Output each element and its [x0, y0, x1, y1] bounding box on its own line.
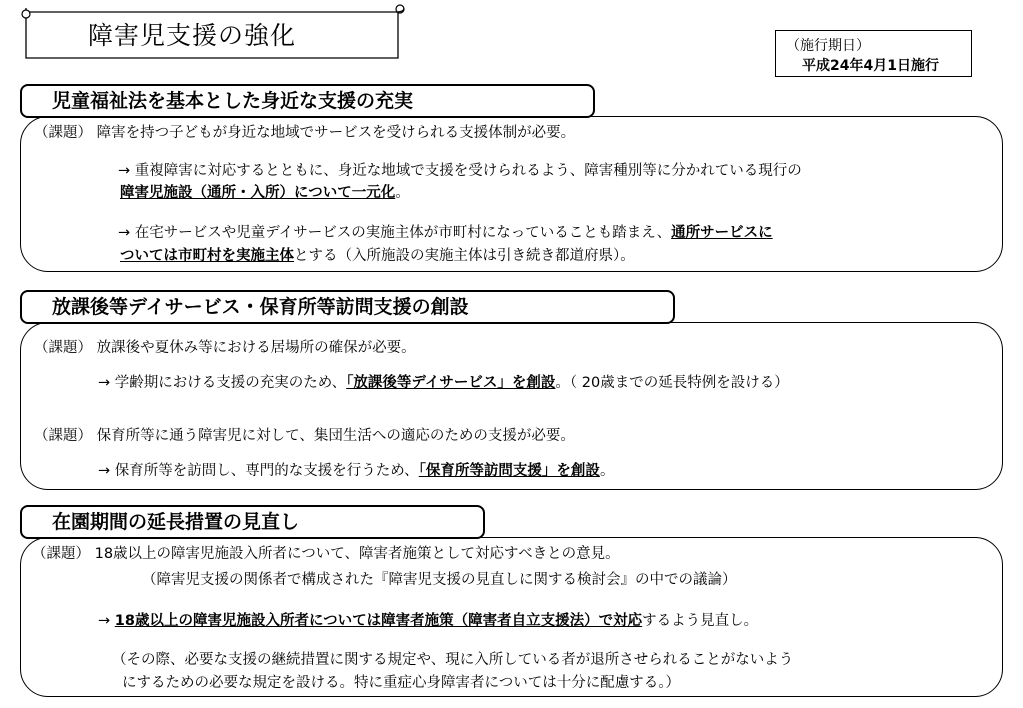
section-title-stay-extension-review: 在園期間の延長措置の見直し	[20, 505, 485, 539]
note-text-continued: にするための必要な規定を設ける。特に重症心身障害者については十分に配慮する。）	[122, 675, 680, 691]
emphasis-text: 「放課後等デイサービス」を創設	[346, 375, 556, 391]
section-title-after-school-services: 放課後等デイサービス・保育所等訪問支援の創設	[20, 290, 675, 324]
page-title-banner	[18, 4, 406, 56]
issue-text: （課題） 保育所等に通う障害児に対して、集団生活への適応のための支援が必要。	[34, 428, 575, 444]
point-text: → 在宅サービスや児童デイサービスの実施主体が市町村になっていることも踏まえ、通所サービスに	[118, 225, 773, 241]
page-title: 障害児支援の強化	[88, 21, 297, 50]
emphasis-text: 18歳以上の障害児施設入所者については障害者施策（障害者自立支援法）で対応	[114, 613, 643, 629]
emphasis-text: 「保育所等訪問支援」を創設	[418, 463, 600, 479]
point-text: → 保育所等を訪問し、専門的な支援を行うため、「保育所等訪問支援」を創設。	[98, 463, 615, 479]
issue-text: （課題） 放課後や夏休み等における居場所の確保が必要。	[34, 340, 416, 356]
point-text-continued: 障害児施設（通所・入所）について一元化。	[120, 185, 410, 201]
issue-text: （課題） 18歳以上の障害児施設入所者について、障害者施策として対応すべきとの意見。	[32, 546, 620, 562]
emphasis-text: 障害児施設（通所・入所）について一元化	[120, 185, 396, 201]
section-title-community-support: 児童福祉法を基本とした身近な支援の充実	[20, 84, 595, 118]
emphasis-text: ついては市町村を実施主体	[120, 248, 294, 264]
effective-date-value: 平成24年4月1日施行	[802, 58, 939, 74]
issue-text-continued: （障害児支援の関係者で構成された『障害児支援の見直しに関する検討会』の中での議論）	[142, 572, 737, 588]
emphasis-text: 通所サービスに	[671, 225, 773, 241]
point-text: → 18歳以上の障害児施設入所者については障害者施策（障害者自立支援法）で対応するよう見直し。	[98, 613, 759, 629]
note-text: （その際、必要な支援の継続措置に関する規定や、現に入所している者が退所させられることがないよう	[112, 652, 794, 668]
point-text: → 重複障害に対応するとともに、身近な地域で支援を受けられるよう、障害種別等に分かれている現行の	[118, 163, 802, 179]
point-text: → 学齢期における支援の充実のため、「放課後等デイサービス」を創設。（ 20歳までの延長特例を設ける）	[98, 375, 789, 391]
issue-text: （課題） 障害を持つ子どもが身近な地域でサービスを受けられる支援体制が必要。	[34, 125, 576, 141]
effective-date-label: （施行期日）	[786, 38, 870, 54]
effective-date-box	[775, 30, 972, 77]
point-text-continued: ついては市町村を実施主体とする（入所施設の実施主体は引き続き都道府県）。	[120, 248, 635, 264]
